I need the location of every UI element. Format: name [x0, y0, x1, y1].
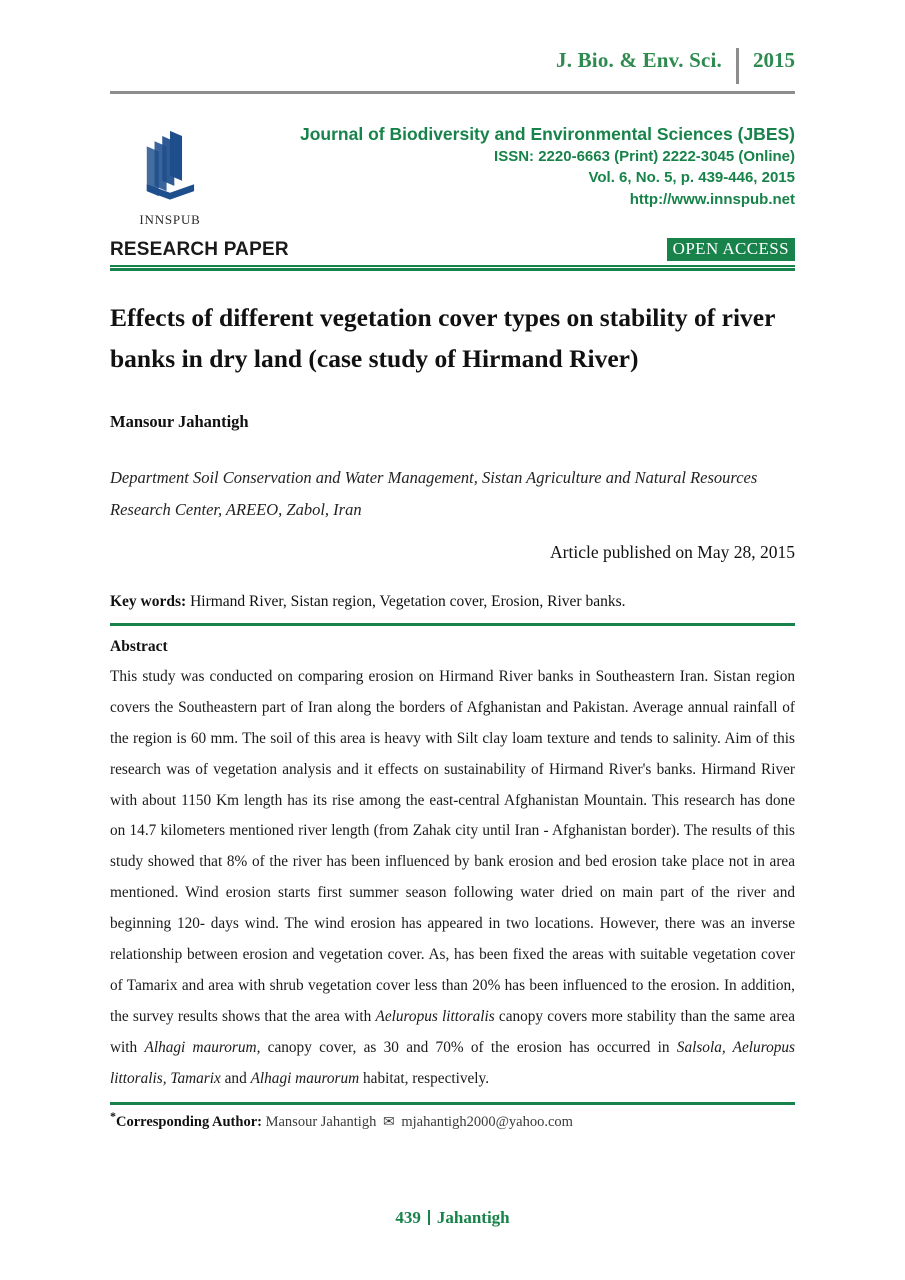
corresponding-author-name: Mansour Jahantigh	[265, 1114, 377, 1131]
article-title-line2: banks in dry land (case study of Hirmand River)	[110, 344, 639, 374]
abstract-body	[110, 662, 795, 1094]
paper-type-bar	[110, 238, 795, 261]
keywords-label: Key words:	[110, 592, 187, 610]
abstract-part-5: and	[220, 1069, 251, 1087]
author-name: Mansour Jahantigh	[110, 411, 249, 431]
journal-title: Journal of Biodiversity and Environmental Sciences (JBES)	[300, 124, 795, 144]
journal-volume: Vol. 6, No. 5, p. 439-446, 2015	[588, 169, 795, 187]
masthead-rule	[110, 265, 795, 271]
abstract-part-2: canopy covers more stability than the same area with	[110, 1007, 796, 1056]
journal-url[interactable]: http://www.innspub.net	[629, 190, 795, 208]
running-head-journal: J. Bio. & Env. Sci.	[556, 48, 722, 72]
species-alhagi-maurorum-1: Alhagi maurorum,	[144, 1038, 261, 1056]
journal-info	[230, 120, 795, 210]
article-title-line1: Effects of different vegetation cover types on stability of river	[110, 303, 776, 332]
species-salsola-aeluropus: Salsola, Aeluropus littoralis,	[110, 1038, 795, 1087]
masthead	[110, 120, 795, 228]
abstract-part-3: canopy cover, as 30 and 70% of the erosion has occurred in	[260, 1038, 677, 1056]
running-head-year: 2015	[753, 48, 795, 72]
corresponding-author-asterisk: *	[110, 1109, 116, 1124]
abstract-rule	[110, 1102, 795, 1105]
open-access-badge: OPEN ACCESS	[667, 238, 795, 261]
publisher-wordmark: INNSPUB	[139, 212, 201, 227]
footer-author-surname: Jahantigh	[436, 1208, 510, 1227]
keywords	[110, 593, 795, 611]
envelope-icon: ✉	[382, 1115, 395, 1131]
innspub-book-icon	[127, 124, 213, 210]
author-affiliation: Department Soil Conservation and Water Management, Sistan Agriculture and Natural Resources Research Center, AREEO, Zabol, Iran	[110, 467, 758, 519]
journal-issn: ISSN: 2220-6663 (Print) 2222-3045 (Online)	[494, 148, 795, 166]
corresponding-author-email[interactable]: mjahantigh2000@yahoo.com	[401, 1114, 573, 1131]
corresponding-author-label: Corresponding Author:	[116, 1114, 262, 1131]
species-tamarix: Tamarix	[170, 1069, 221, 1087]
keywords-rule	[110, 623, 795, 626]
abstract-heading: Abstract	[110, 637, 168, 655]
paper-type-label: RESEARCH PAPER	[110, 239, 289, 260]
publication-date: Article published on May 28, 2015	[550, 541, 795, 562]
abstract-part-6: habitat, respectively.	[359, 1069, 490, 1087]
page-footer	[0, 1208, 905, 1228]
running-head-rule	[110, 91, 795, 94]
abstract-part-1: This study was conducted on comparing erosion on Hirmand River banks in Southeastern Iran. Sistan region covers the Southeastern part of Iran along the borders of Afghanistan and Pakistan. Average annual rainfall of the region is 60 mm. The soil of this area is heavy with Silt clay loam texture and tends to salinity. Aim of this research was of vegetation analysis and it effects on sustainability of Hirmand River's banks. Hirmand River with about 1150 Km length has its rise among the east-central Afghanistan Mountain. This research has done on 14.7 kilometers mentioned river length (from Zahak city until Iran - Afghanistan border). The results of this study showed that 8% of the river has been influenced by bank erosion and bed erosion take place not in area mentioned. Wind erosion starts first summer season following water dried on main part of the river and beginning 120- days wind. The wind erosion has appeared in two locations. However, there was an inverse relationship between erosion and vegetation cover. As, has been fixed the areas with suitable vegetation cover of Tamarix and area with shrub vegetation cover less than 20% has been influenced to the erosion. In addition, the survey results shows that the area with	[110, 667, 795, 1025]
footer-page-number: 439	[395, 1208, 421, 1227]
species-aeluropus-littoralis-1: Aeluropus littoralis	[375, 1007, 495, 1025]
publisher-logo	[110, 120, 230, 228]
keywords-value: Hirmand River, Sistan region, Vegetation cover, Erosion, River banks.	[190, 592, 626, 610]
species-alhagi-maurorum-2: Alhagi maurorum	[250, 1069, 360, 1087]
article-title	[110, 297, 795, 380]
running-head-divider	[736, 48, 739, 84]
footer-divider	[428, 1210, 430, 1225]
running-head	[110, 0, 795, 84]
corresponding-author	[110, 1109, 795, 1131]
